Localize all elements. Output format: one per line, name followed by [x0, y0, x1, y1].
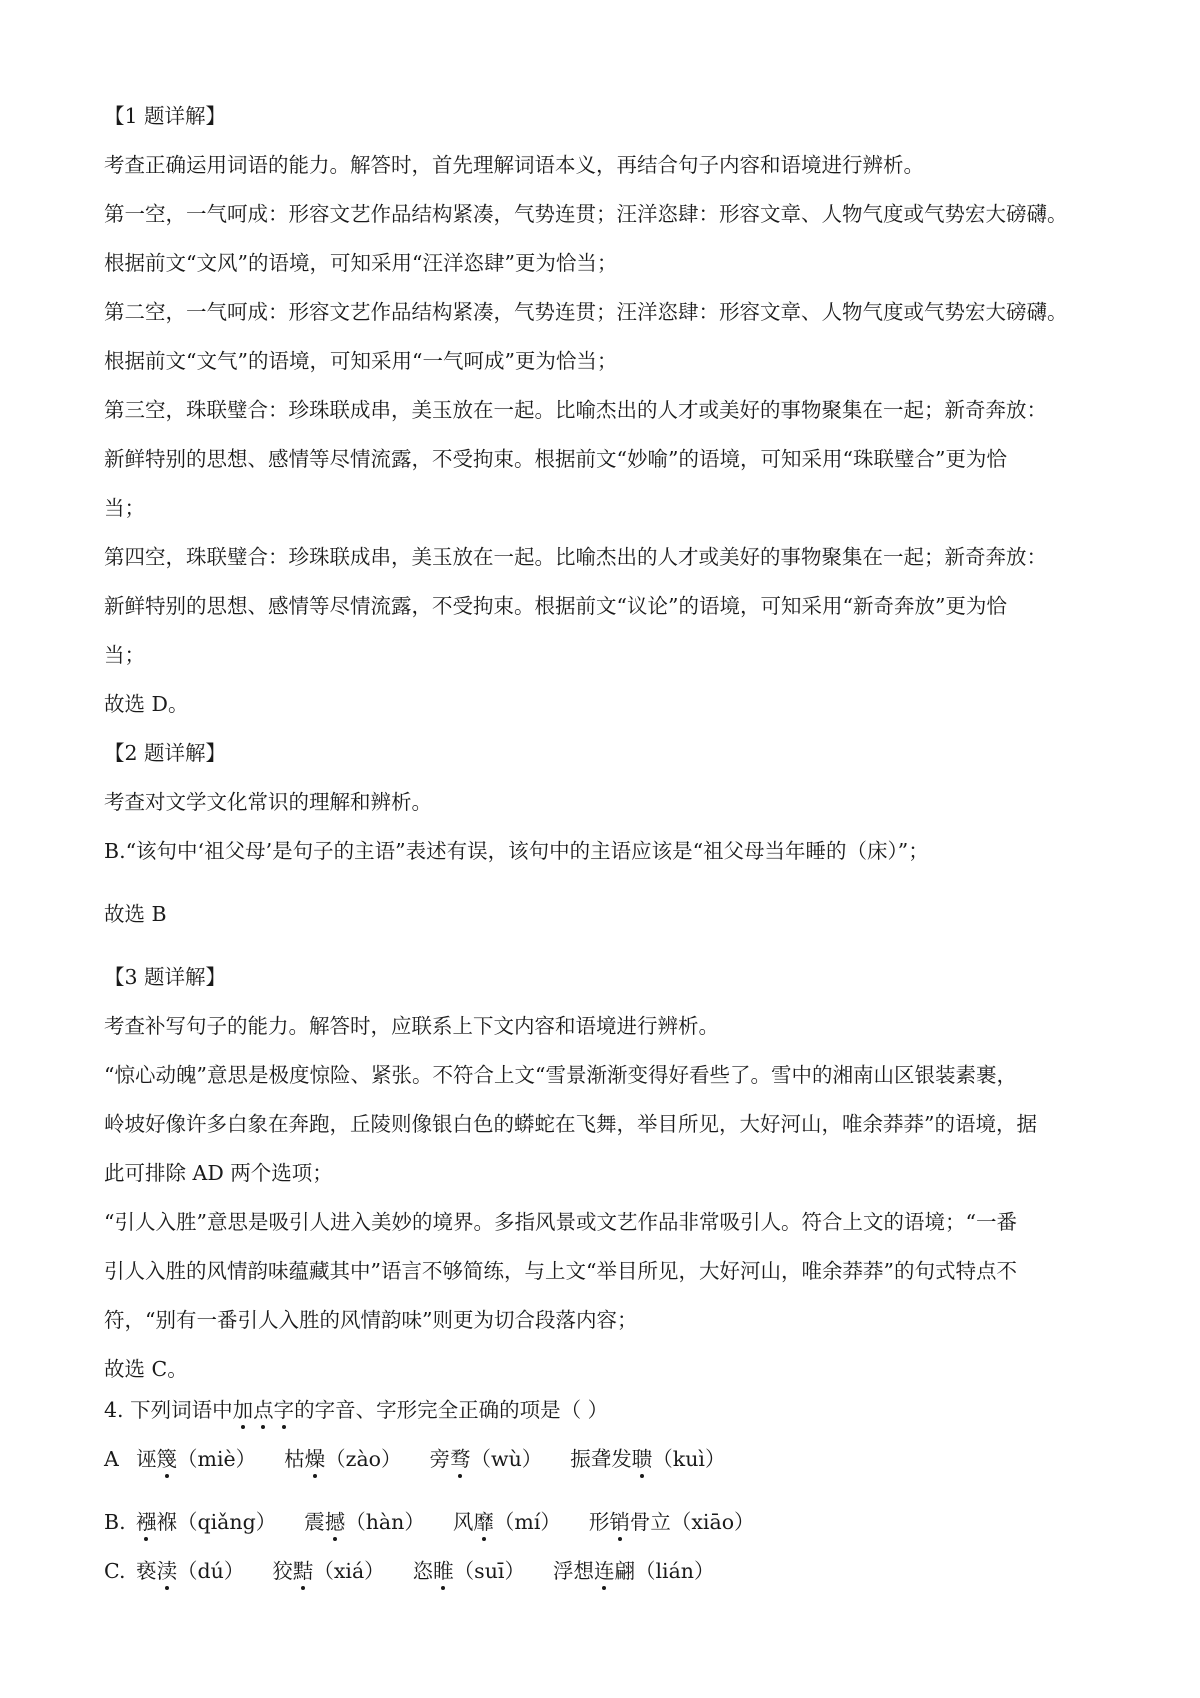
emphasis-dot-char: 渎	[156, 1559, 177, 1583]
emphasis-dot-char: 襁	[136, 1510, 157, 1534]
q4-stem-pre: 4. 下列词语中	[104, 1398, 233, 1422]
emphasis-dot-char: 睢	[433, 1559, 454, 1583]
q1-line-10: 新鲜特别的思想、感情等尽情流露，不受拘束。根据前文“议论”的语境，可知采用“新奇奔放”更为恰	[104, 594, 1007, 618]
option-word: 襁褓（qiǎng）	[136, 1510, 277, 1534]
q4-stem-post: 的字音、字形完全正确的项是（ ）	[294, 1398, 609, 1422]
option-word: 浮想连翩（lián）	[552, 1559, 715, 1583]
q1-answer: 故选 D。	[104, 692, 189, 716]
emphasis-dot-char: 销	[609, 1510, 630, 1534]
option-letter: C.	[104, 1559, 126, 1583]
q1-line-7: 新鲜特别的思想、感情等尽情流露，不受拘束。根据前文“妙喻”的语境，可知采用“珠联璧合”更为恰	[104, 447, 1007, 471]
emphasis-dot-char: 撼	[324, 1510, 346, 1534]
q1-line-11: 当；	[104, 643, 145, 667]
q3-line-3: 岭坡好像许多白象在奔跑，丘陵则像银白色的蟒蛇在飞舞，举目所见，大好河山，唯余莽莽”的语境，据	[104, 1112, 1037, 1136]
q4-option-b	[104, 1502, 1104, 1543]
q3-line-7: 符，“别有一番引人入胜的风情韵味”则更为切合段落内容；	[104, 1308, 638, 1332]
q1-heading: 【1 题详解】	[104, 104, 227, 128]
q3-line-5: “引人入胜”意思是吸引人进入美妙的境界。多指风景或文艺作品非常吸引人。符合上文的语境；“一番	[104, 1210, 1017, 1234]
q4-stem-dotted	[233, 1398, 295, 1422]
option-word: 形销骨立（xiāo）	[588, 1510, 755, 1534]
option-word: 旁骛（wù）	[429, 1447, 543, 1471]
q4-option-a	[104, 1439, 1104, 1480]
q3-answer: 故选 C。	[104, 1357, 188, 1381]
q1-line-2: 第一空，一气呵成：形容文艺作品结构紧凑，气势连贯；汪洋恣肆：形容文章、人物气度或气势宏大磅礴。	[104, 202, 1068, 226]
q3-line-4: 此可排除 AD 两个选项；	[104, 1161, 333, 1185]
q1-line-6: 第三空，珠联璧合：珍珠联成串，美玉放在一起。比喻杰出的人才或美好的事物聚集在一起；新奇奔放：	[104, 398, 1047, 422]
option-letter: B.	[104, 1510, 126, 1534]
emphasis-dot-char: 聩	[631, 1447, 653, 1471]
q1-line-4: 第二空，一气呵成：形容文艺作品结构紧凑，气势连贯；汪洋恣肆：形容文章、人物气度或气势宏大磅礴。	[104, 300, 1068, 324]
q3-line-6: 引人入胜的风情韵味蕴藏其中”语言不够简练，与上文“举目所见，大好河山，唯余莽莽”的句式特点不	[104, 1259, 1017, 1283]
emphasis-dot-char: 连	[593, 1559, 615, 1583]
q1-line-8: 当；	[104, 496, 145, 520]
option-letter: A	[104, 1447, 119, 1471]
emphasis-dot-char: 黠	[292, 1559, 314, 1583]
q1-line-5: 根据前文“文气”的语境，可知采用“一气呵成”更为恰当；	[104, 349, 618, 373]
q4-option-c	[104, 1551, 1104, 1592]
emphasis-dot-char: 篾	[156, 1447, 177, 1471]
option-word: 诬篾（miè）	[136, 1447, 257, 1471]
option-word: 恣睢（suī）	[412, 1559, 525, 1583]
document-page	[104, 96, 1104, 1592]
emphasis-dot-char: 点	[253, 1398, 274, 1422]
q2-answer: 故选 B	[104, 902, 167, 926]
emphasis-dot-char: 加	[232, 1398, 254, 1422]
option-word: 枯燥（zào）	[284, 1447, 402, 1471]
q3-line-1: 考查补写句子的能力。解答时，应联系上下文内容和语境进行辨析。	[104, 1014, 719, 1038]
option-word: 狡黠（xiá）	[272, 1559, 385, 1583]
q3-line-2: “惊心动魄”意思是极度惊险、紧张。不符合上文“雪景渐渐变得好看些了。雪中的湘南山区银装素裹，	[104, 1063, 1017, 1087]
emphasis-dot-char: 字	[273, 1398, 295, 1422]
emphasis-dot-char: 靡	[473, 1510, 494, 1534]
option-word: 亵渎（dú）	[136, 1559, 245, 1583]
q2-line-1: 考查对文学文化常识的理解和辨析。	[104, 790, 432, 814]
q2-heading: 【2 题详解】	[104, 741, 227, 765]
option-word: 震撼（hàn）	[304, 1510, 425, 1534]
emphasis-dot-char: 骛	[450, 1447, 471, 1471]
q1-line-9: 第四空，珠联璧合：珍珠联成串，美玉放在一起。比喻杰出的人才或美好的事物聚集在一起；新奇奔放：	[104, 545, 1047, 569]
option-word: 风靡（mí）	[452, 1510, 561, 1534]
q4-stem	[104, 1390, 1104, 1431]
q1-line-1: 考查正确运用词语的能力。解答时，首先理解词语本义，再结合句子内容和语境进行辨析。	[104, 153, 924, 177]
option-word: 振聋发聩（kuì）	[570, 1447, 726, 1471]
q2-line-2: B.“该句中‘祖父母’是句子的主语”表述有误，该句中的主语应该是“祖父母当年睡的（床）”；	[104, 839, 929, 863]
q1-line-3: 根据前文“文风”的语境，可知采用“汪洋恣肆”更为恰当；	[104, 251, 618, 275]
q3-heading: 【3 题详解】	[104, 965, 227, 989]
emphasis-dot-char: 燥	[304, 1447, 326, 1471]
